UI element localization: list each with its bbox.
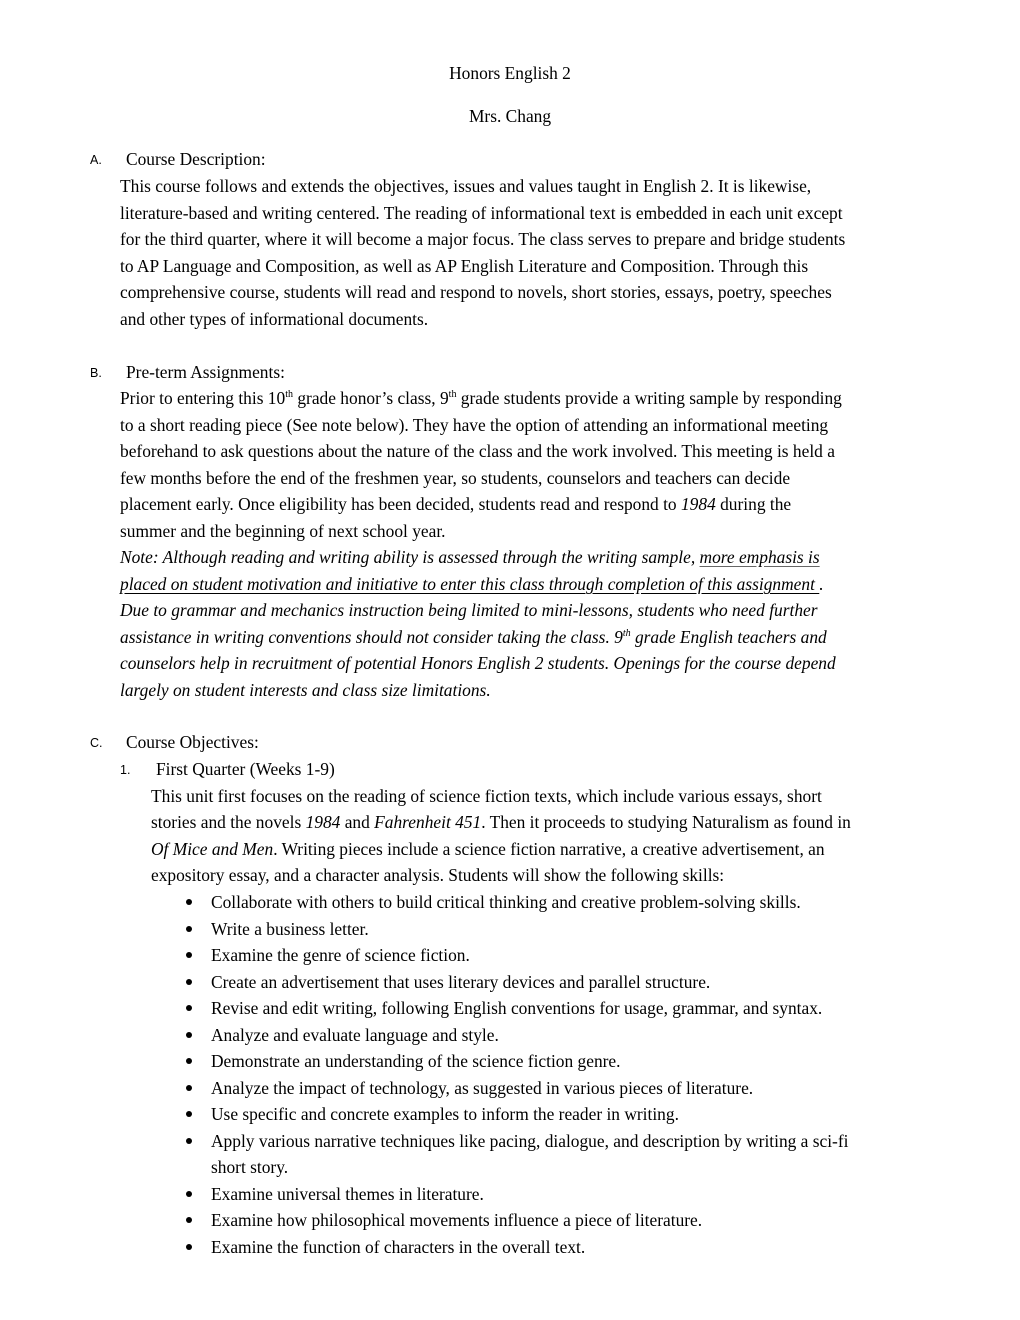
skill-text: Examine how philosophical movements influence a piece of literature.: [211, 1210, 703, 1230]
bullet-icon: [186, 1085, 192, 1091]
paragraph-line: beforehand to ask questions about the nature of the class and the work involved. This meeting is held a: [120, 441, 835, 461]
note-line: counselors help in recruitment of potential Honors English 2 students. Openings for the course depend: [120, 653, 836, 673]
bullet-icon: [186, 1191, 192, 1197]
paragraph-line: This course follows and extends the objectives, issues and values taught in English 2. It is likewise,: [120, 176, 812, 196]
section-marker: A.: [90, 153, 102, 167]
text-span: Prior to entering this 10: [120, 388, 286, 408]
book-title: Of Mice and Men: [151, 839, 274, 859]
paragraph-line: [120, 494, 791, 514]
section-marker: C.: [90, 736, 103, 750]
bullet-icon: [186, 899, 192, 905]
text-span: . Writing pieces include a science fiction narrative, a creative advertisement, an: [273, 839, 825, 859]
paragraph-line: summer and the beginning of next school year.: [120, 521, 446, 541]
subsection-marker: 1.: [120, 763, 131, 777]
note-line: [120, 547, 820, 567]
bullet-icon: [186, 1244, 192, 1250]
bullet-icon: [186, 1032, 192, 1038]
superscript: th: [285, 389, 293, 400]
skill-text: Collaborate with others to build critical thinking and creative problem-solving skills.: [211, 892, 801, 912]
bullet-icon: [186, 979, 192, 985]
text-span: grade students provide a writing sample by responding: [456, 388, 842, 408]
section-heading: Course Objectives:: [126, 732, 259, 752]
superscript: th: [448, 389, 457, 400]
skill-text: Revise and edit writing, following English conventions for usage, grammar, and syntax.: [211, 998, 823, 1018]
bullet-icon: [186, 926, 192, 932]
bullet-icon: [186, 1217, 192, 1223]
skill-text: Use specific and concrete examples to inform the reader in writing.: [211, 1104, 679, 1124]
bullet-icon: [186, 1058, 192, 1064]
skill-text: Examine the function of characters in the overall text.: [211, 1236, 586, 1257]
skill-text: Examine universal themes in literature.: [211, 1183, 484, 1204]
note-line: Due to grammar and mechanics instruction being limited to mini-lessons, students who need further: [120, 600, 818, 620]
text-span: placement early. Once eligibility has been decided, students read and respond to: [120, 494, 681, 514]
skill-text: Demonstrate an understanding of the science fiction genre.: [211, 1051, 621, 1071]
text-span: grade English teachers and: [630, 627, 827, 647]
document-title: Honors English 2: [449, 63, 571, 83]
section-heading: Pre-term Assignments:: [126, 362, 285, 382]
subsection-heading: First Quarter (Weeks 1-9): [156, 759, 335, 779]
paragraph-line: for the third quarter, where it will become a major focus. The class serves to prepare and bridge students: [120, 229, 846, 249]
paragraph-line: expository essay, and a character analysis. Students will show the following skills:: [151, 865, 725, 885]
bullet-icon: [186, 952, 192, 958]
text-span: . Then it proceeds to studying Naturalism as found in: [481, 812, 851, 832]
note-line: largely on student interests and class size limitations.: [120, 680, 491, 700]
bullet-icon: [186, 1005, 192, 1011]
text-span: and: [340, 812, 375, 832]
paragraph-line: few months before the end of the freshmen year, so students, counselors and teachers can decide: [120, 468, 791, 488]
skill-text: short story.: [211, 1157, 289, 1177]
text-span: assistance in writing conventions should not consider taking the class. 9: [120, 627, 623, 647]
paragraph-line: to AP Language and Composition, as well as AP English Literature and Composition. Through this: [120, 256, 809, 276]
note-line: [120, 627, 827, 647]
text-span: grade honor’s class, 9: [292, 388, 449, 408]
paragraph-line: and other types of informational documents.: [120, 309, 429, 329]
superscript: th: [622, 628, 631, 639]
book-title: 1984: [680, 494, 716, 514]
text-span: .: [819, 574, 824, 594]
teacher-name: Mrs. Chang: [468, 106, 552, 126]
skill-text: Examine the genre of science fiction.: [211, 945, 470, 965]
paragraph-line: literature-based and writing centered. The reading of informational text is embedded in each unit except: [120, 203, 843, 223]
note-line: [120, 574, 824, 594]
paragraph-line: This unit first focuses on the reading of science fiction texts, which include various essays, short: [151, 786, 822, 806]
paragraph-line: [151, 812, 851, 832]
text-span: stories and the novels: [151, 812, 306, 832]
emphasis-underline: placed on student motivation and initiative to enter this class through completion of this assignment: [120, 574, 820, 594]
section-marker: B.: [90, 366, 102, 380]
skill-text: Create an advertisement that uses literary devices and parallel structure.: [211, 971, 711, 992]
text-span: Note: Although reading and writing ability is assessed through the writing sample,: [120, 547, 700, 567]
paragraph-line: comprehensive course, students will read and respond to novels, short stories, essays, poetry, speeches: [120, 282, 832, 302]
book-title: 1984: [305, 812, 341, 832]
bullet-icon: [186, 1138, 192, 1144]
bullet-icon: [186, 1111, 192, 1117]
section-heading: Course Description:: [126, 149, 266, 169]
skill-text: Write a business letter.: [211, 918, 369, 939]
paragraph-line: to a short reading piece (See note below). They have the option of attending an informational meeting: [120, 415, 829, 435]
paragraph-line: [151, 839, 825, 859]
paragraph-line: [120, 388, 842, 408]
skill-text: Analyze the impact of technology, as suggested in various pieces of literature.: [211, 1077, 754, 1098]
book-title: Fahrenheit 451: [374, 812, 482, 832]
text-span: during the: [715, 494, 792, 514]
skill-text: Apply various narrative techniques like pacing, dialogue, and description by writing a sci-fi: [211, 1130, 849, 1151]
emphasis-underline: more emphasis is: [699, 547, 820, 567]
skill-text: Analyze and evaluate language and style.: [211, 1024, 499, 1045]
